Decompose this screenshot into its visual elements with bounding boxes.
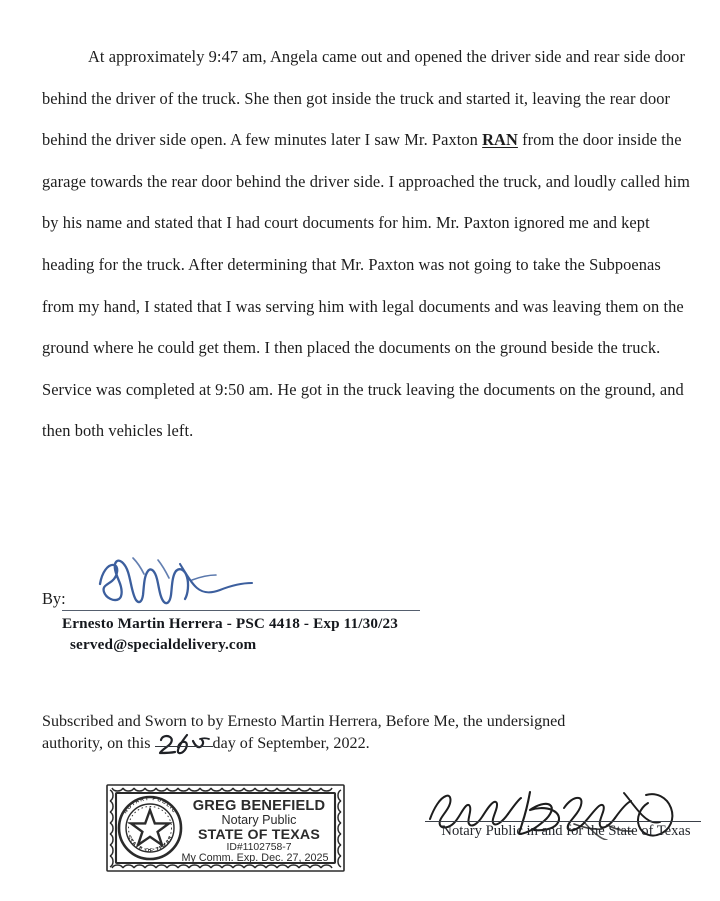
jurat-line-2	[42, 733, 642, 755]
by-label: By:	[42, 589, 66, 608]
signer-name-credentials: Ernesto Martin Herrera - PSC 4418 - Exp 11/30/23	[62, 615, 399, 632]
stamp-title-text: Notary Public	[221, 813, 297, 827]
jurat-line-2-suffix: day of September, 2022.	[212, 734, 370, 752]
signer-email: served@specialdelivery.com	[70, 636, 257, 653]
handwritten-day-26th	[157, 733, 211, 755]
texas-star-seal-icon	[119, 796, 181, 859]
emphasized-word-ran: RAN	[482, 130, 518, 150]
narrative-text-part-2: from the door inside the garage towards the rear door behind the driver side. I approached the truck, and loudly called him by his name and stated that I had court documents for him. Mr. Paxton ignored me and kept heading for the truck. After determining that Mr. Paxton was not going to take the Subpoenas from my hand, I stated that I was serving him with legal documents and was leaving them on the ground where he could get them. I then placed the documents on the ground beside the truck. Service was completed at 9:50 am. He got in the truck leaving the documents on the ground, and then both vehicles left.	[42, 130, 690, 441]
narrative-body	[42, 36, 690, 452]
notary-signature-caption: Notary Public in and for the State of Texas	[441, 823, 691, 839]
svg-text:STATE OF TEXAS: STATE OF TEXAS	[125, 834, 175, 855]
server-signature-ink	[92, 550, 272, 612]
signature-row	[42, 586, 462, 653]
narrative-text-part-1: At approximately 9:47 am, Angela came out and opened the driver side and rear side door behind the driver of the truck. She then got inside the truck and started it, leaving the rear door behind the driver side open. A few minutes later I saw Mr. Paxton	[42, 47, 686, 150]
narrative-paragraph	[42, 36, 690, 452]
signature-block	[42, 586, 462, 653]
stamp-state-text: STATE OF TEXAS	[197, 827, 321, 843]
svg-text:NOTARY PUBLIC: NOTARY PUBLIC	[122, 795, 178, 815]
jurat-line-2-prefix: authority, on this	[42, 734, 151, 752]
stamp-name-text: GREG BENEFIELD	[192, 798, 326, 814]
day-blank-rule	[155, 746, 213, 747]
notary-signature-block	[424, 784, 702, 842]
stamp-id-text: ID#1102758-7	[226, 842, 292, 853]
stamp-exp-text: My Comm. Exp. Dec. 27, 2025	[181, 852, 329, 864]
jurat-paragraph	[42, 711, 642, 754]
signature-rule	[62, 610, 420, 611]
jurat-line-1: Subscribed and Sworn to by Ernesto Martin Herrera, Before Me, the undersigned	[42, 713, 566, 730]
notary-stamp	[104, 782, 347, 874]
